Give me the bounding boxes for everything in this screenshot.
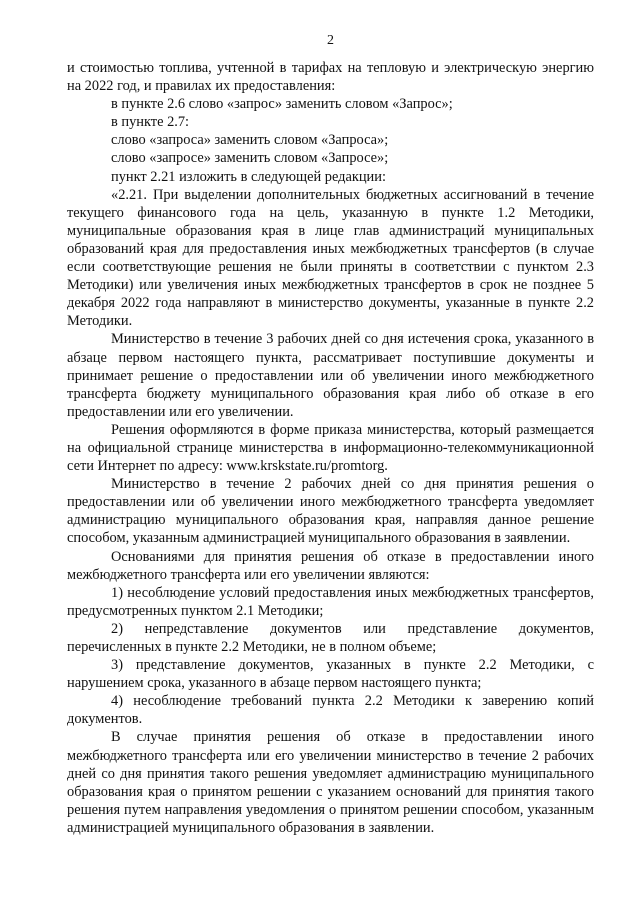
- amendment-subitem-zaprosa: слово «запроса» заменить словом «Запроса»;: [111, 132, 389, 149]
- paragraph-refusal-notification: В случае принятия решения об отказе в предоставлении иного межбюджетного трансферта или его увеличении министерство в течение 2 рабочих дней со дня принятия такого решения уведомляет администрацию муниципального образования края о принятом решении с указанием оснований для принятия такого решения путем направления уведомления о принятом решении способом, указанным администрацией муниципального образования в заявлении.: [67, 729, 594, 836]
- paragraph-notification: Министерство в течение 2 рабочих дней со дня принятия решения о предоставлении или об увеличении иного межбюджетного трансферта уведомляет администрацию муниципального образования края, направляя данное решение способом, указанным администрацией муниципального образования в заявлении.: [67, 476, 594, 547]
- decisions-order-text: Решения оформляются в форме приказа министерства, который размещается на официальной странице министерства в информационно-телекоммуникационной сети Интернет по адресу:: [67, 421, 594, 475]
- amendment-item-2-7: в пункте 2.7:: [111, 114, 190, 131]
- paragraph-ministry-review: Министерство в течение 3 рабочих дней со дня истечения срока, указанного в абзаце первом настоящего пункта, рассматривает поступившие документы и принимает решение о предоставлении или об увеличении иного межбюджетного трансферта бюджету муниципального образования края либо об отказе в его предоставлении или его увеличении.: [67, 331, 594, 420]
- paragraph-2-21-text: «2.21. При выделении дополнительных бюджетных ассигнований в течение текущего финансового года на цель, указанную в пункте 1.2 Методики, муниципальные образования края в лице глав администраций муниципальных образований края для предоставления иных межбюджетных трансфертов (в случае если соответствующие решения не были приняты в соответствии с пунктом 2.3 Методики) или увеличения иных межбюджетных трансфертов в срок не позднее 5 декабря 2022 года направляют в министерство документы, указанные в пункте 2.2 Методики.: [67, 186, 594, 330]
- document-body: [67, 59, 594, 837]
- list-item-refusal-1: 1) несоблюдение условий предоставления иных межбюджетных трансфертов, предусмотренных пунктом 2.1 Методики;: [67, 584, 594, 619]
- amendment-subitem-zaprose: слово «запросе» заменить словом «Запросе»;: [111, 150, 389, 167]
- paragraph-decisions-order: [67, 421, 594, 475]
- paragraph-refusal-grounds-intro: Основаниями для принятия решения об отказе в предоставлении иного межбюджетного трансферта или его увеличении являются:: [67, 548, 594, 583]
- ministry-website-link[interactable]: www.krskstate.ru/promtorg: [226, 458, 385, 475]
- list-item-refusal-2: 2) непредставление документов или представление документов, перечисленных в пункте 2.2 Методики, не в полном объеме;: [67, 620, 594, 655]
- page-number: 2: [327, 33, 334, 48]
- amendment-item-2-6: в пункте 2.6 слово «запрос» заменить словом «Запрос»;: [111, 96, 453, 113]
- list-item-refusal-3: 3) представление документов, указанных в пункте 2.2 Методики, с нарушением срока, указанного в абзаце первом настоящего пункта;: [67, 657, 594, 692]
- list-item-refusal-4: 4) несоблюдение требований пункта 2.2 Методики к заверению копий документов.: [67, 693, 594, 728]
- amendment-item-2-21: пункт 2.21 изложить в следующей редакции:: [111, 168, 386, 185]
- decisions-order-end: .: [384, 458, 388, 475]
- paragraph-intro-continuation: и стоимостью топлива, учтенной в тарифах на тепловую и электрическую энергию на 2022 год, и правилах их предоставления:: [67, 60, 594, 95]
